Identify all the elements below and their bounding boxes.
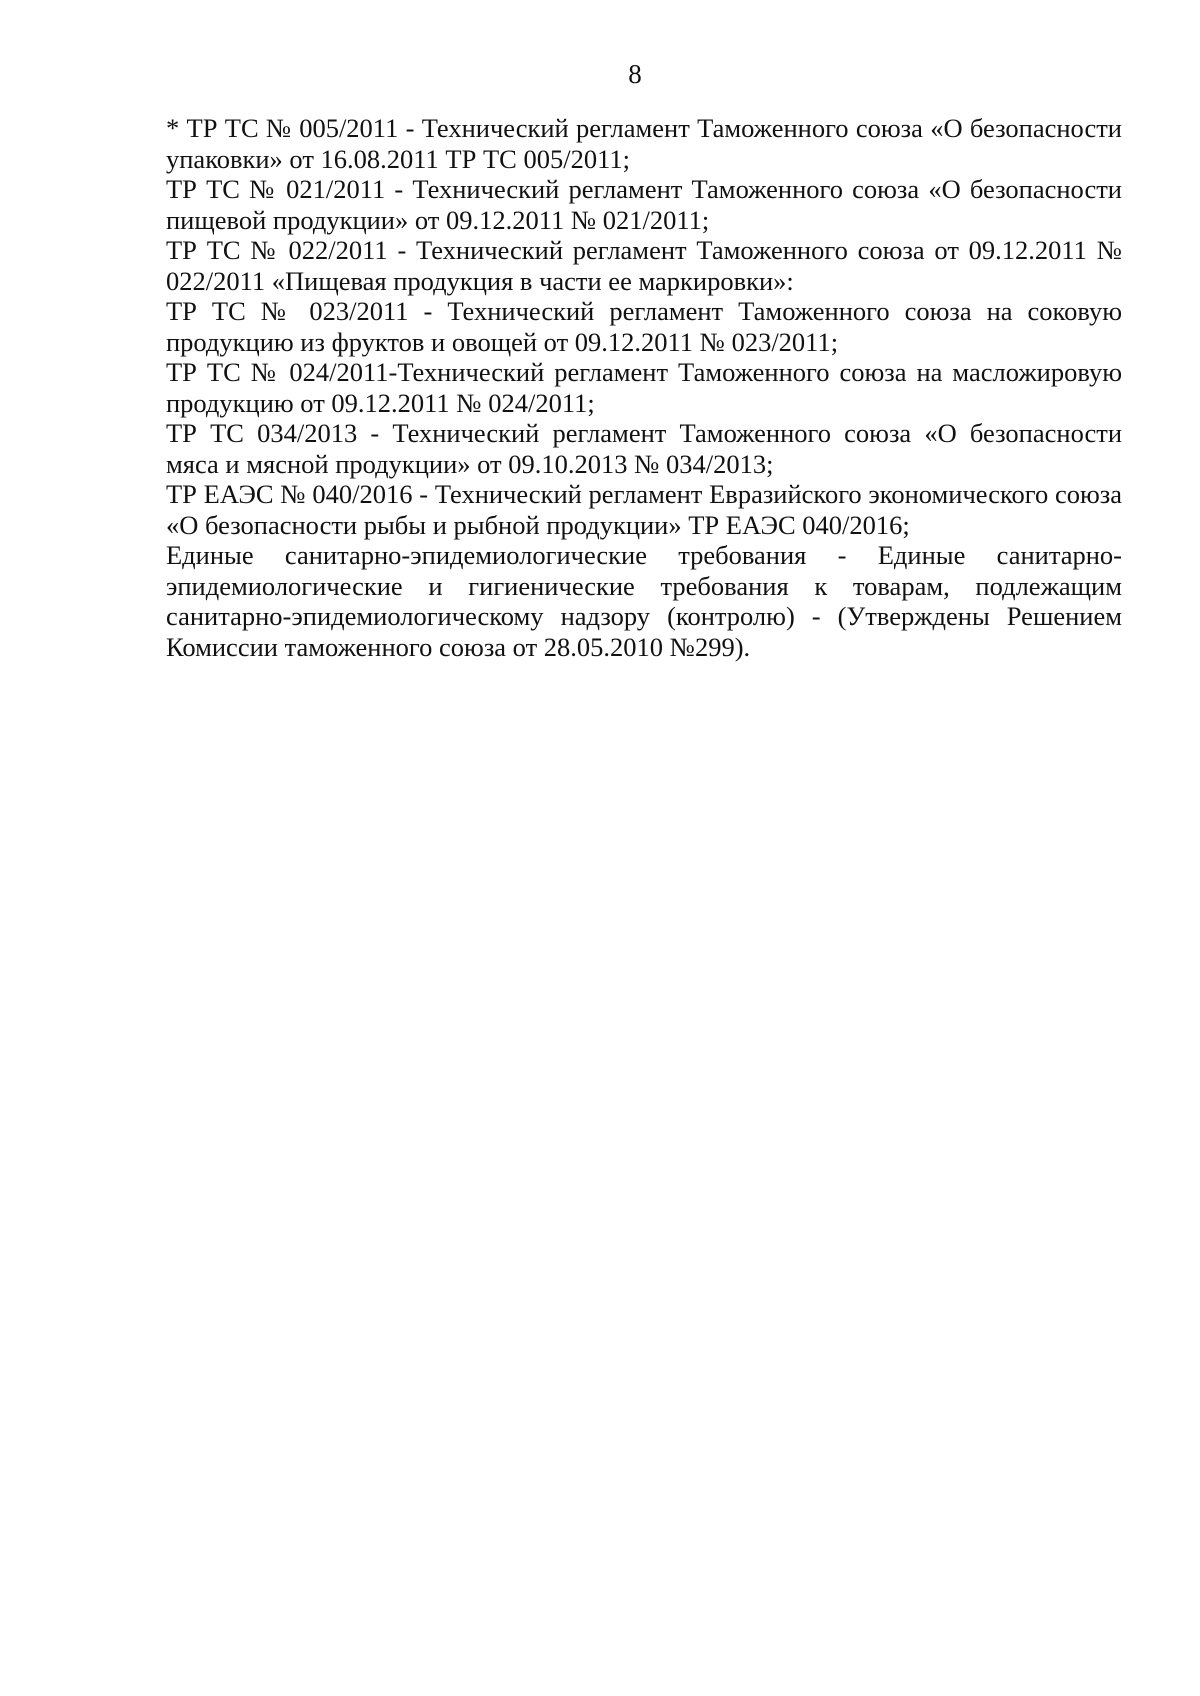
- regulation-entry-tr-ts-024: ТР ТС № 024/2011-Технический регламент Таможенного союза на масложировую продукцию от 09.12.2011 № 024/2011;: [166, 357, 1122, 418]
- regulation-entry-tr-ts-022: ТР ТС № 022/2011 - Технический регламент Таможенного союза от 09.12.2011 № 022/2011 «Пищевая продукция в части ее маркировки»:: [166, 235, 1122, 296]
- regulation-entry-tr-ts-034: ТР ТС 034/2013 - Технический регламент Таможенного союза «О безопасности мяса и мясной продукции» от 09.10.2013 № 034/2013;: [166, 418, 1122, 479]
- regulation-entry-tr-ts-021: ТР ТС № 021/2011 - Технический регламент Таможенного союза «О безопасности пищевой продукции» от 09.12.2011 № 021/2011;: [166, 174, 1122, 235]
- regulation-entry-tr-ts-005: * ТР ТС № 005/2011 - Технический регламент Таможенного союза «О безопасности упаковки» от 16.08.2011 ТР ТС 005/2011;: [166, 113, 1122, 174]
- regulations-list: [166, 113, 1122, 662]
- regulation-entry-tr-ts-023: ТР ТС № 023/2011 - Технический регламент Таможенного союза на соковую продукцию из фруктов и овощей от 09.12.2011 № 023/2011;: [166, 296, 1122, 357]
- regulation-entry-unified-sanitary-requirements: Единые санитарно-эпидемиологические требования - Единые санитарно-эпидемиологические и гигиенические требования к товарам, подлежащим санитарно-эпидемиологическому надзору (контролю) - (Утверждены Решением Комиссии таможенного союза от 28.05.2010 №299).: [166, 540, 1122, 662]
- page-number: 8: [628, 59, 642, 89]
- regulation-entry-tr-eaes-040: ТР ЕАЭС № 040/2016 - Технический регламент Евразийского экономического союза «О безопасности рыбы и рыбной продукции» ТР ЕАЭС 040/2016;: [166, 479, 1122, 540]
